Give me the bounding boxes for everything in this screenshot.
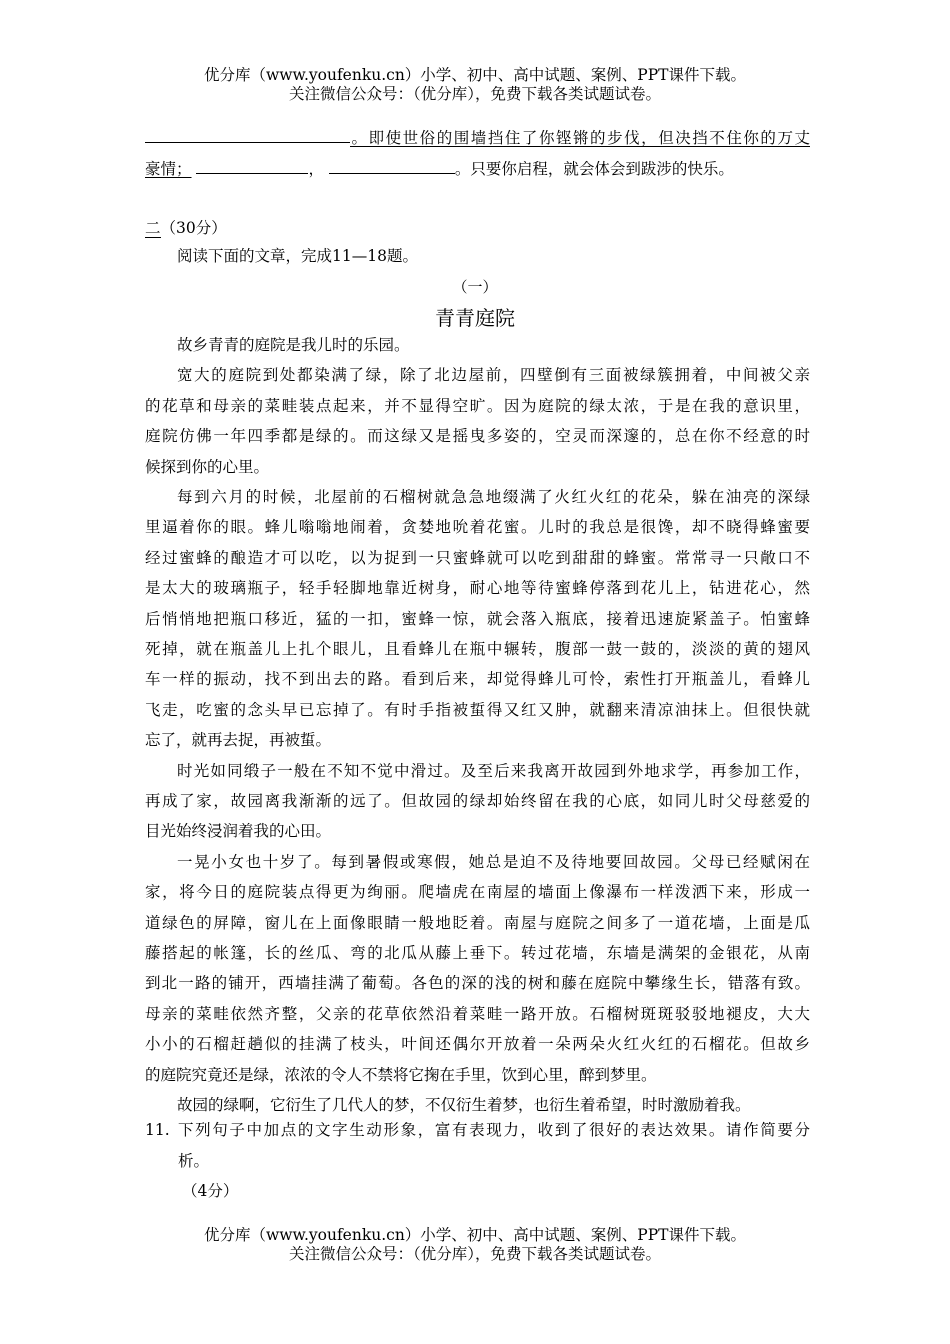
article-line: 里逼着你的眼。蜂儿嗡嗡地闹着，贪婪地吮着花蜜。儿时的我总是很馋，却不晓得蜂蜜要 bbox=[145, 518, 810, 536]
article-line: 庭院仿佛一年四季都是绿的。而这绿又是摇曳多姿的，空灵而深邃的，总在你不经意的时 bbox=[145, 427, 810, 445]
article-line: 再成了家，故园离我渐渐的远了。但故园的绿却始终留在我的心底，如同儿时父母慈爱的 bbox=[145, 792, 810, 810]
article-line: 候探到你的心里。 bbox=[145, 458, 270, 476]
page-footer bbox=[0, 1226, 950, 1264]
article-line: 的花草和母亲的菜畦装点起来，并不显得空旷。因为庭院的绿太浓，于是在我的意识里， bbox=[145, 397, 810, 415]
article-line: 时光如同缎子一般在不知不觉中滑过。及至后来我离开故园到外地求学，再参加工作， bbox=[177, 762, 810, 780]
fill-text-2a: 豪情； bbox=[145, 160, 192, 178]
article-line: 一晃小女也十岁了。每到暑假或寒假，她总是迫不及待地要回故园。父母已经赋闲在 bbox=[177, 853, 810, 871]
article-line: 到北一路的铺开，西墙挂满了葡萄。各色的深的浅的树和藤在庭院中攀缘生长，错落有致。 bbox=[145, 974, 810, 992]
article-line: 小小的石榴赶趟似的挂满了枝头，叶间还偶尔开放着一朵两朵火红火红的石榴花。但故乡 bbox=[145, 1035, 810, 1053]
article-line: 忘了，就再去捉，再被蜇。 bbox=[145, 731, 332, 749]
section-heading bbox=[145, 218, 227, 238]
article-line: 车一样的振动，找不到出去的路。看到后来，却觉得蜂儿可怜，索性打开瓶盖儿，看蜂儿 bbox=[145, 670, 810, 688]
article-line: 经过蜜蜂的酿造才可以吃，以为捉到一只蜜蜂就可以吃到甜甜的蜂蜜。常常寻一只敞口不 bbox=[145, 549, 810, 567]
article-line: 死掉，就在瓶盖儿上扎个眼儿，且看蜂儿在瓶中辗转，腹部一鼓一鼓的，淡淡的黄的翅风 bbox=[145, 640, 810, 658]
answer-blank[interactable] bbox=[329, 158, 455, 174]
footer-line-1: 优分库（www.youfenku.cn）小学、初中、高中试题、案例、PPT课件下载。 bbox=[203, 1226, 747, 1244]
question-line-1: 下列句子中加点的文字生动形象，富有表现力，收到了很好的表达效果。请作简要分 bbox=[178, 1121, 810, 1139]
article-line: 宽大的庭院到处都染满了绿，除了北边屋前，四壁倒有三面被绿簇拥着，中间被父亲 bbox=[177, 366, 810, 384]
article-line: 藤搭起的帐篷，长的丝瓜、弯的北瓜从藤上垂下。转过花墙，东墙是满架的金银花，从南 bbox=[145, 944, 810, 962]
article-line: 母亲的菜畦依然齐整，父亲的花草依然沿着菜畦一路开放。石榴树斑斑驳驳地褪皮，大大 bbox=[145, 1005, 810, 1023]
fill-text-2b: ， bbox=[308, 160, 324, 178]
article-line: 后悄悄地把瓶口移近，猛的一扣，蜜蜂一惊，就会落入瓶底，接着迅速旋紧盖子。怕蜜蜂 bbox=[145, 610, 810, 628]
question-number: 11. bbox=[145, 1121, 170, 1139]
article-line: 的庭院究竟还是绿，浓浓的令人不禁将它掬在手里，饮到心里，醉到梦里。 bbox=[145, 1066, 657, 1084]
answer-blank[interactable] bbox=[145, 127, 350, 143]
article-title: 青青庭院 bbox=[435, 306, 515, 330]
header-line-2: 关注微信公众号：（优分库），免费下载各类试题试卷。 bbox=[288, 85, 661, 103]
footer-line-2: 关注微信公众号：（优分库），免费下载各类试题试卷。 bbox=[288, 1245, 661, 1263]
answer-blank[interactable] bbox=[196, 158, 308, 174]
section-number: 二 bbox=[145, 219, 161, 237]
article-line: 故乡青青的庭院是我儿时的乐园。 bbox=[177, 336, 410, 354]
article-line: 是太大的玻璃瓶子，轻手轻脚地靠近树身，耐心地等待蜜蜂停落到花儿上，钻进花心，然 bbox=[145, 579, 810, 597]
fill-text-2c: 。只要你启程，就会体会到跋涉的快乐。 bbox=[454, 160, 734, 178]
fill-line-2 bbox=[145, 158, 810, 179]
fill-line-1 bbox=[145, 127, 810, 148]
article-line: 故园的绿啊，它衍生了几代人的梦，不仅衍生着梦，也衍生着希望，时时激励着我。 bbox=[177, 1096, 751, 1114]
article-line: 飞走，吃蜜的念头早已忘掉了。有时手指被蜇得又红又肿，就翻来清凉油抹上。但很快就 bbox=[145, 701, 810, 719]
article-line: 每到六月的时候，北屋前的石榴树就急急地缀满了火红火红的花朵，躲在油亮的深绿 bbox=[177, 488, 810, 506]
article-line: 目光始终浸润着我的心田。 bbox=[145, 822, 332, 840]
article-subtitle: （一） bbox=[452, 278, 498, 296]
question-line-2: 析。 bbox=[178, 1152, 210, 1170]
article-line: 家，将今日的庭院装点得更为绚丽。爬墙虎在南屋的墙面上像瀑布一样泼洒下来，形成一 bbox=[145, 883, 810, 901]
question-score: （4分） bbox=[182, 1182, 239, 1200]
header-line-1: 优分库（www.youfenku.cn）小学、初中、高中试题、案例、PPT课件下载。 bbox=[203, 66, 747, 84]
section-score: （30分） bbox=[160, 219, 227, 237]
page-header bbox=[0, 66, 950, 104]
section-instruction: 阅读下面的文章，完成11—18题。 bbox=[177, 247, 418, 265]
fill-text-1: 。即使世俗的围墙挡住了你铿锵的步伐，但决挡不住你的万丈 bbox=[350, 129, 810, 147]
article-line: 道绿色的屏障，窗儿在上面像眼睛一般地眨着。南屋与庭院之间多了一道花墙，上面是瓜 bbox=[145, 914, 810, 932]
